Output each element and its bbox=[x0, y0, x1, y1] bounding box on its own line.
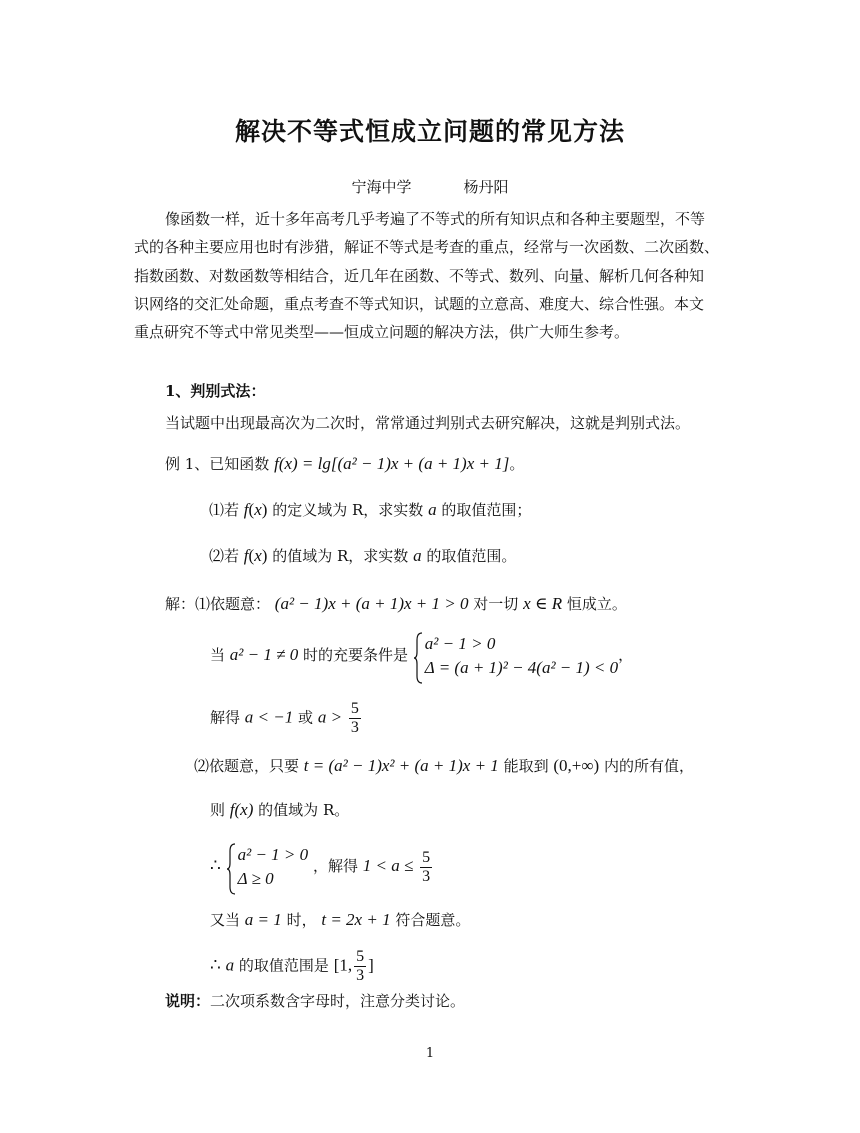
s3-prefix: 解得 bbox=[210, 708, 241, 727]
system-of-inequalities-2 bbox=[226, 843, 309, 891]
s4-expr: t = (a² − 1)x² + (a + 1)x + 1 bbox=[303, 756, 499, 775]
s5-end: 的值域为 R。 bbox=[258, 801, 350, 819]
system-row-2: Δ ≥ 0 bbox=[237, 869, 274, 888]
solution-prefix: 解：⑴依题意： bbox=[165, 595, 271, 613]
s6-expr: 1 < a ≤ bbox=[362, 856, 414, 875]
page-number: 1 bbox=[425, 1046, 435, 1061]
solution-line-4 bbox=[194, 756, 694, 776]
left-brace-icon bbox=[226, 843, 236, 895]
s7-end: 符合题意。 bbox=[395, 911, 471, 929]
s8-open: [1, bbox=[333, 955, 353, 975]
s8-middle: 的取值范围是 bbox=[238, 956, 329, 975]
solution-line-1 bbox=[165, 594, 627, 614]
note-label: 说明： bbox=[165, 992, 211, 1010]
intro-line-2: 式的各种主要应用也时有涉猎，解证不等式是考查的重点，经常与一次函数、二次函数、 bbox=[134, 238, 720, 256]
fraction-numerator: 5 bbox=[350, 700, 359, 717]
s2-middle: 时的充要条件是 bbox=[302, 646, 408, 664]
system-of-inequalities-1 bbox=[413, 632, 618, 680]
s7-a: a = 1 bbox=[244, 910, 282, 929]
left-brace-icon bbox=[413, 632, 423, 684]
solution-line-2 bbox=[210, 632, 633, 680]
question-2: ⑵若 f(x) 的值域为 R，求实数 a 的取值范围。 bbox=[209, 546, 517, 565]
q1-middle: 的定义域为 R，求实数 bbox=[272, 501, 424, 519]
fraction-five-thirds bbox=[354, 948, 366, 985]
q2-middle: 的值域为 R，求实数 bbox=[272, 547, 409, 565]
system-row-1: a² − 1 > 0 bbox=[237, 845, 309, 864]
q1-fx: f bbox=[243, 500, 249, 519]
example-end: 。 bbox=[509, 455, 525, 473]
example-label: 例 1、已知函数 bbox=[165, 455, 270, 473]
example-formula: f(x) = lg[(a² − 1)x + (a + 1)x + 1] bbox=[274, 454, 510, 473]
s8-a: a bbox=[225, 955, 235, 975]
s3-or: 或 bbox=[298, 708, 314, 727]
solution-inequality: (a² − 1)x + (a + 1)x + 1 > 0 bbox=[274, 594, 469, 613]
q1-prefix: ⑴若 bbox=[209, 501, 240, 519]
solution-line-5 bbox=[210, 800, 349, 820]
system-row-1: a² − 1 > 0 bbox=[424, 634, 496, 653]
note-text: 二次项系数含字母时，注意分类讨论。 bbox=[210, 992, 466, 1010]
question-1: ⑴若 f(x) 的定义域为 R，求实数 a 的取值范围； bbox=[209, 500, 532, 519]
s4-interval: (0,+∞) bbox=[553, 756, 600, 775]
fraction-five-thirds bbox=[420, 849, 432, 886]
s3-expr2: a > bbox=[317, 707, 343, 727]
intro-line-3: 指数函数、对数函数等相结合，近几年在函数、不等式、数列、向量、解析几何各种知 bbox=[134, 267, 705, 285]
solution-holds: 恒成立。 bbox=[566, 595, 627, 613]
q1-end: 的取值范围； bbox=[441, 501, 532, 519]
system-row-2: Δ = (a + 1)² − 4(a² − 1) < 0 bbox=[424, 658, 619, 677]
s5-fx: f(x) bbox=[229, 800, 254, 819]
s3-expr: a < −1 bbox=[244, 707, 294, 727]
s7-t: t = 2x + 1 bbox=[321, 910, 391, 929]
s5-prefix: 则 bbox=[210, 801, 226, 819]
fraction-denominator: 3 bbox=[350, 719, 359, 736]
fraction-denominator: 3 bbox=[356, 967, 365, 984]
s7-prefix: 又当 bbox=[210, 911, 241, 929]
s4-end: 内的所有值， bbox=[603, 757, 694, 775]
example-1-line bbox=[165, 454, 524, 474]
therefore-symbol: ∴ bbox=[210, 856, 221, 875]
fraction-denominator: 3 bbox=[422, 867, 431, 885]
solution-line-3 bbox=[210, 700, 363, 737]
q2-end: 的取值范围。 bbox=[426, 547, 517, 565]
author-school: 宁海中学 bbox=[351, 178, 412, 196]
solution-line-8 bbox=[210, 948, 374, 985]
q2-prefix: ⑵若 bbox=[209, 547, 240, 565]
section-heading: 1、判别式法： bbox=[165, 382, 266, 400]
s8-close: ] bbox=[368, 955, 374, 975]
solution-domain: x ∈ R bbox=[523, 594, 563, 613]
s2-prefix: 当 bbox=[210, 646, 226, 664]
intro-line-5: 重点研究不等式中常见类型——恒成立问题的解决方法，供广大师生参考。 bbox=[134, 323, 630, 341]
therefore-symbol: ∴ bbox=[210, 955, 221, 975]
s2-condition: a² − 1 ≠ 0 bbox=[229, 645, 299, 664]
solution-line-6 bbox=[210, 843, 434, 891]
solution-line-7 bbox=[210, 910, 470, 930]
intro-line-1: 像函数一样，近十多年高考几乎考遍了不等式的所有知识点和各种主要题型，不等 bbox=[165, 210, 706, 228]
note-line bbox=[165, 991, 465, 1011]
s4-middle: 能取到 bbox=[503, 757, 549, 775]
section-text: 当试题中出现最高次为二次时，常常通过判别式去研究解决，这就是判别式法。 bbox=[165, 414, 691, 432]
page-title: 解决不等式恒成立问题的常见方法 bbox=[234, 117, 625, 146]
s4-prefix: ⑵依题意，只要 bbox=[194, 757, 300, 775]
solution-for-all: 对一切 bbox=[473, 595, 519, 613]
fraction-five-thirds bbox=[349, 700, 361, 737]
s7-middle: 时， bbox=[286, 911, 317, 929]
fraction-numerator: 5 bbox=[422, 848, 431, 866]
fraction-numerator: 5 bbox=[356, 948, 365, 965]
author-name: 杨丹阳 bbox=[463, 178, 509, 196]
author-line bbox=[0, 176, 860, 197]
intro-line-4: 识网络的交汇处命题，重点考查不等式知识，试题的立意高、难度大、综合性强。本文 bbox=[134, 295, 705, 313]
s2-end: ， bbox=[618, 646, 634, 664]
s6-middle: ，解得 bbox=[312, 857, 358, 875]
